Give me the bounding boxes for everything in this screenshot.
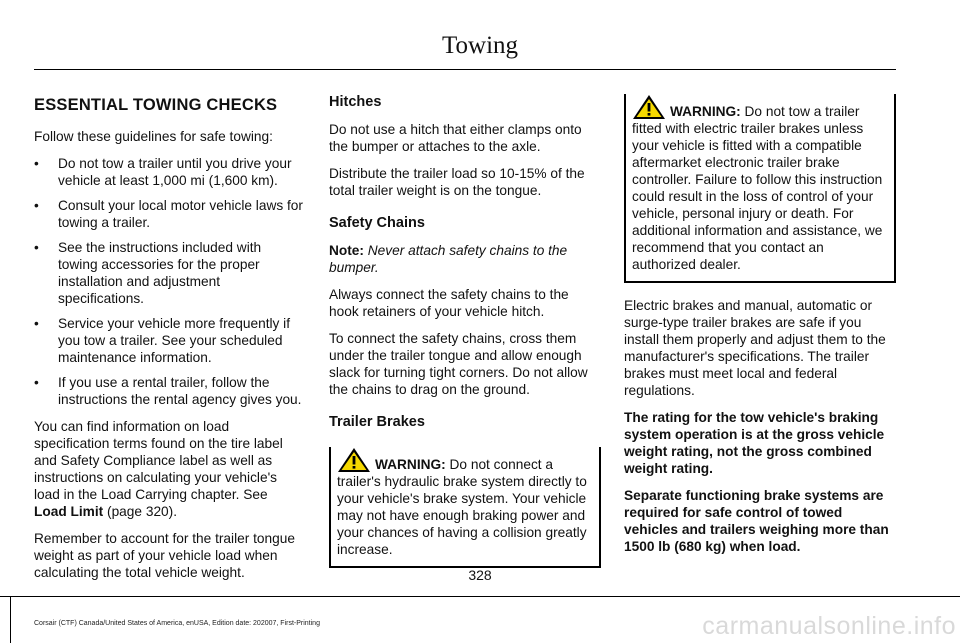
footer-divider bbox=[0, 596, 960, 597]
warning-text: Do not tow a trailer fitted with electric trailer brakes unless your vehicle is fitted with a compatible aftermarket electronic trailer brake controller. Failure to follow this instruction could result in the loss of control of your vehicle, personal injury or death. For additional information and assistance, we recommend that you contact an authorized dealer. bbox=[632, 104, 883, 272]
hitches-paragraph: Distribute the trailer load so 10-15% of the total trailer weight is on the tongue. bbox=[329, 166, 585, 198]
safety-chains-heading: Safety Chains bbox=[329, 215, 425, 231]
corner-mark bbox=[10, 596, 11, 643]
list-item: • Consult your local motor vehicle laws for towing a trailer. bbox=[34, 197, 304, 231]
warning-box bbox=[624, 94, 896, 283]
warning-text: Do not connect a trailer's hydraulic brake system directly to your vehicle's brake system. Your vehicle may not have enough braking power and your chances of having a collision greatly increase. bbox=[337, 457, 587, 557]
separate-brakes-paragraph: Separate functioning brake systems are required for safe control of towed vehicles and trailers weighing more than 1500 lb (680 kg) when load. bbox=[624, 488, 889, 554]
intro-paragraph: Follow these guidelines for safe towing: bbox=[34, 129, 273, 144]
info-paragraph bbox=[34, 418, 304, 520]
warning-triangle-icon bbox=[632, 94, 666, 120]
warning-label: WARNING: bbox=[375, 457, 446, 472]
header-divider bbox=[34, 69, 896, 70]
warning-box bbox=[329, 447, 601, 568]
list-item: • If you use a rental trailer, follow the instructions the rental agency gives you. bbox=[34, 374, 304, 408]
hitches-heading: Hitches bbox=[329, 94, 382, 110]
warning-triangle-icon bbox=[337, 447, 371, 473]
page-number: 328 bbox=[468, 567, 492, 583]
watermark: carmanualsonline.info bbox=[702, 612, 956, 640]
note-label: Note: bbox=[329, 243, 364, 258]
rating-paragraph: The rating for the tow vehicle's braking system operation is at the gross vehicle weight rating, not the gross combined weight rating. bbox=[624, 410, 885, 476]
info-text: You can find information on load specification terms found on the tire label and Safety Compliance label as well as instructions on calculating your vehicle's load in the Load Carrying chapter. See bbox=[34, 419, 283, 502]
list-item: • See the instructions included with towing accessories for the proper installation and adjustment specifications. bbox=[34, 239, 304, 307]
right-column bbox=[624, 94, 896, 565]
brakes-paragraph: Electric brakes and manual, automatic or surge-type trailer brakes are safe if you install them properly and adjust them to the manufacturer's specifications. The trailer brakes must meet local and federal regulations. bbox=[624, 298, 886, 398]
load-limit-link[interactable]: Load Limit bbox=[34, 504, 104, 519]
reminder-paragraph: Remember to account for the trailer tongue weight as part of your vehicle load when calculating the total vehicle weight. bbox=[34, 531, 295, 580]
chains-paragraph: To connect the safety chains, cross them under the trailer tongue and allow enough slack for turning tight corners. Do not allow the chains to drag on the ground. bbox=[329, 331, 588, 397]
list-item: • Service your vehicle more frequently if you tow a trailer. See your scheduled maintenance information. bbox=[34, 315, 304, 366]
guidelines-list bbox=[34, 155, 304, 408]
middle-column bbox=[329, 94, 601, 580]
warning-label: WARNING: bbox=[670, 104, 741, 119]
left-column bbox=[34, 94, 304, 591]
edition-info: Corsair (CTF) Canada/United States of America, enUSA, Edition date: 202007, First-Printing bbox=[34, 620, 320, 627]
trailer-brakes-heading: Trailer Brakes bbox=[329, 414, 425, 430]
hitches-paragraph: Do not use a hitch that either clamps onto the bumper or attaches to the axle. bbox=[329, 122, 582, 154]
page-reference: (page 320). bbox=[107, 504, 178, 519]
note-paragraph bbox=[329, 242, 601, 276]
list-item: • Do not tow a trailer until you drive your vehicle at least 1,000 mi (1,600 km). bbox=[34, 155, 304, 189]
note-text: Never attach safety chains to the bumper. bbox=[329, 243, 568, 275]
section-heading: ESSENTIAL TOWING CHECKS bbox=[34, 96, 278, 114]
chains-paragraph: Always connect the safety chains to the hook retainers of your vehicle hitch. bbox=[329, 287, 569, 319]
chapter-title: Towing bbox=[441, 32, 519, 59]
